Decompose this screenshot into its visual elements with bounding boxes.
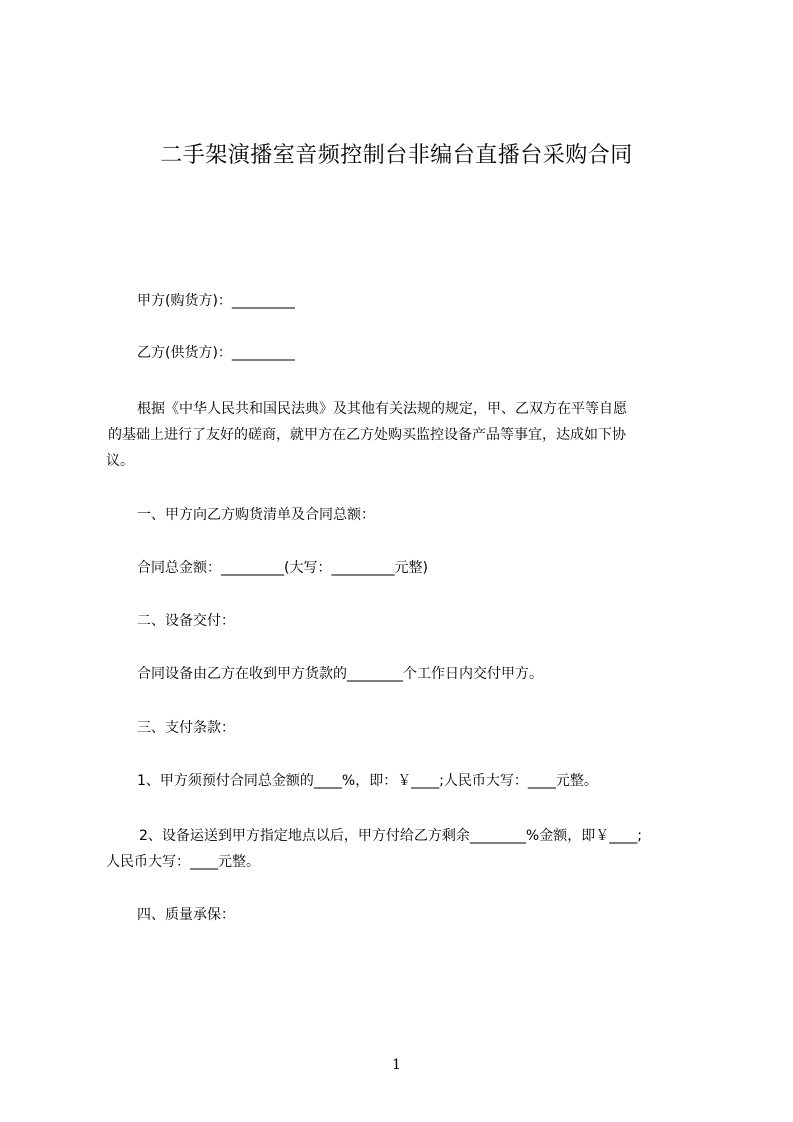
section-4-heading: 四、质量承保： [137, 907, 235, 923]
delivery-clause: 合同设备由乙方在收到甲方货款的________个工作日内交付甲方。 [137, 666, 543, 682]
party-a-line: 甲方(购货方)：_________ [137, 293, 295, 309]
document-title: 二手架演播室音频控制台非编台直播台采购合同 [160, 143, 633, 168]
section-3-heading: 三、支付条款： [137, 720, 235, 736]
payment-clause-1: 1、甲方须预付合同总金额的____%，即：￥____;人民币大写：____元整。 [137, 773, 598, 789]
party-b-line: 乙方(供货方)：_________ [137, 345, 295, 361]
preamble-line-2: 的基础上进行了友好的磋商，就甲方在乙方处购买监控设备产品等事宜，达成如下协 [108, 427, 626, 443]
page-number: 1 [392, 1057, 401, 1073]
preamble-line-1: 根据《中华人民共和国民法典》及其他有关法规的规定，甲、乙双方在平等自愿 [137, 401, 627, 417]
preamble-line-3: 议。 [106, 453, 134, 469]
section-2-heading: 二、设备交付： [137, 613, 235, 629]
section-1-heading: 一、甲方向乙方购货清单及合同总额： [137, 507, 375, 523]
contract-total-line: 合同总金额：_________(大写：_________元整) [137, 560, 428, 576]
payment-clause-2-line-1: 2、设备运送到甲方指定地点以后，甲方付给乙方剩余________%金额，即￥____; [139, 828, 642, 844]
payment-clause-2-line-2: 人民币大写：____元整。 [106, 854, 260, 870]
